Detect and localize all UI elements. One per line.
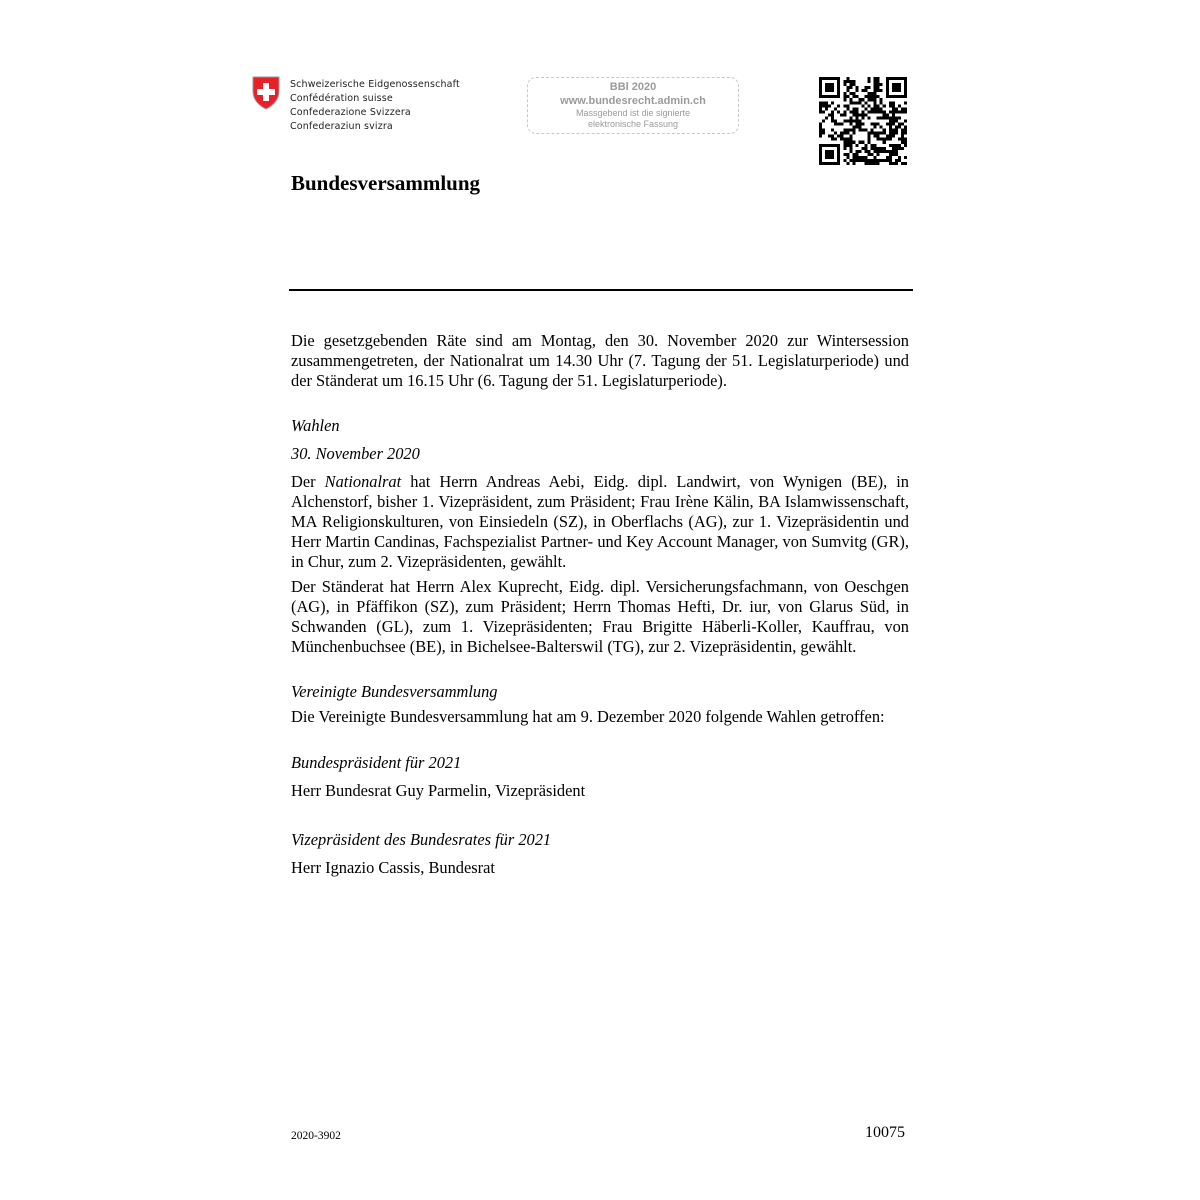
vbv-paragraph: Die Vereinigte Bundesversammlung hat am 9. Dezember 2020 folgende Wahlen getroffen: — [291, 707, 885, 726]
section-heading-vizepraesident: Vizepräsident des Bundesrates für 2021 — [291, 830, 552, 849]
stamp-line-4: elektronische Fassung — [587, 119, 679, 129]
page-title: Bundesversammlung — [291, 171, 481, 195]
section-heading-wahlen: Wahlen — [291, 416, 340, 435]
publication-stamp — [527, 77, 739, 134]
nationalrat-term: Nationalrat — [324, 472, 402, 491]
section-heading-bundespraesident: Bundespräsident für 2021 — [291, 753, 462, 772]
page-number: 10075 — [865, 1124, 905, 1141]
bundespraesident-paragraph: Herr Bundesrat Guy Parmelin, Vizepräsident — [291, 781, 586, 800]
intro-paragraph: Die gesetzgebenden Räte sind am Montag, den 30. November 2020 zur Wintersession zusammengetreten, der Nationalrat um 14.30 Uhr (7. Tagung der 51. Legislaturperiode) und der Ständerat um 16.15 Uhr (6. Tagung der 51. Legislaturperiode). — [291, 331, 909, 390]
vizepraesident-paragraph: Herr Ignazio Cassis, Bundesrat — [291, 858, 495, 877]
stamp-line-2: www.bundesrecht.admin.ch — [560, 95, 706, 107]
stamp-line-3: Massgebend ist die signierte — [575, 108, 691, 118]
nationalrat-prefix: Der — [291, 472, 325, 491]
swiss-coat-of-arms-icon — [252, 76, 280, 110]
admin-line-rm: Confederaziun svizra — [290, 121, 393, 132]
section-heading-vbv: Vereinigte Bundesversammlung — [291, 682, 498, 701]
nationalrat-text: hat Herrn Andreas Aebi, Eidg. dipl. Landwirt, von Wynigen (BE), in Alchenstorf, bisher 1. Vizepräsident, zum Präsident; Frau Irène Kälin, BA Islamwissenschaft, MA Religionskulturen, von Einsiedeln (SZ), in Oberflachs (AG), zur 1. Vizepräsidentin und Herr Martin Candinas, Fachspezialist Partner- und Key Account Manager, von Sumvitg (GR), in Chur, zum 2. Vizepräsidenten, gewählt. — [291, 472, 909, 571]
document-body — [291, 331, 909, 878]
document-number: 2020-3902 — [291, 1130, 341, 1142]
qr-code-icon[interactable] — [819, 77, 907, 165]
admin-line-fr: Confédération suisse — [290, 93, 393, 104]
stamp-line-1: BBl 2020 — [609, 81, 657, 93]
nationalrat-paragraph — [291, 472, 909, 572]
admin-line-it: Confederazione Svizzera — [290, 107, 411, 118]
title-divider — [289, 289, 913, 291]
administration-names — [290, 78, 460, 134]
section-date: 30. November 2020 — [291, 444, 420, 463]
staenderat-paragraph: Der Ständerat hat Herrn Alex Kuprecht, Eidg. dipl. Versicherungsfachmann, von Oeschgen (AG), in Pfäffikon (SZ), zum Präsident; Herrn Thomas Hefti, Dr. iur, von Glarus Süd, in Schwanden (GL), zum 1. Vizepräsidenten; Frau Brigitte Häberli-Koller, Kauffrau, von Münchenbuchsee (BE), in Bichelsee-Balterswil (TG), zur 2. Vizepräsidentin, gewählt. — [291, 577, 909, 656]
admin-line-de: Schweizerische Eidgenossenschaft — [290, 79, 460, 90]
